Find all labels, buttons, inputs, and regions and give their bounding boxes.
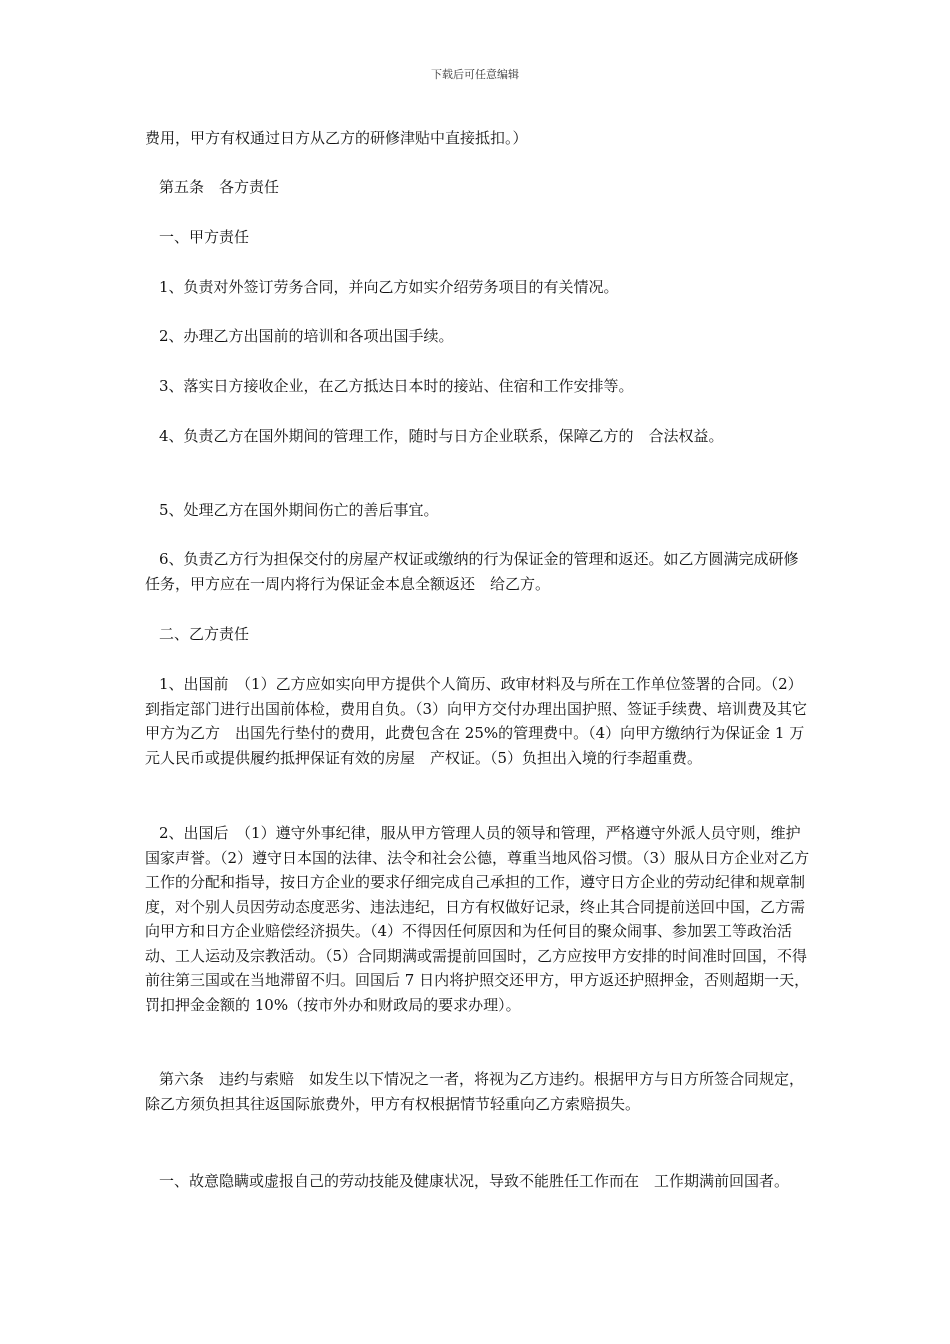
party-b-after-departure: 2、出国后 （1）遵守外事纪律，服从甲方管理人员的领导和管理，严格遵守外派人员守则，维护国家声誉。（2）遵守日本国的法律、法令和社会公德，尊重当地风俗习惯。（3）服从日方企业对乙方工作的分配和指导，按日方企业的要求仔细完成自己承担的工作，遵守日方企业的劳动纪律和规章制度，对个别人员因劳动态度恶劣、违法违纪，日方有权做好记录，终止其合同提前送回中国，乙方需 向甲方和日方企业赔偿经济损失。（4）不得因任何原因和为任何目的聚众闹事、参加罢工等政治活动、工人运动及宗教活动。（5）合同期满或需提前回国时，乙方应按甲方安排的时间准时回国，不得前往第三国或在当地滞留不归。回国后 7 日内将护照交还甲方，甲方返还护照押金，否则超期一天，罚扣押金金额的 10%（按市外办和财政局的要求办理）。 [145,824,821,1014]
breach-item-1: 一、故意隐瞒或虚报自己的劳动技能及健康状况，导致不能胜任工作而在 工作期满前回国者。 [159,1172,790,1190]
page-header: 下载后可任意编辑 [431,68,519,81]
party-a-item-1: 1、负责对外签订劳务合同，并向乙方如实介绍劳务项目的有关情况。 [159,278,619,296]
section-article-6-breach: 第六条 违约与索赔 如发生以下情况之一者，将视为乙方违约。根据甲方与日方所签合同规定， 除乙方须负担其往返国际旅费外，甲方有权根据情节轻重向乙方索赔损失。 [145,1070,812,1113]
subheading-party-a: 一、甲方责任 [159,228,250,246]
paragraph-fee-deduction: 费用，甲方有权通过日方从乙方的研修津贴中直接抵扣。） [145,129,528,147]
section-heading-article-5: 第五条 各方责任 [159,178,280,196]
party-a-item-3: 3、落实日方接收企业，在乙方抵达日本时的接站、住宿和工作安排等。 [159,377,634,395]
party-a-item-5: 5、处理乙方在国外期间伤亡的善后事宜。 [159,501,439,519]
party-a-item-6: 6、负责乙方行为担保交付的房屋产权证或缴纳的行为保证金的管理和返还。如乙方圆满完成研修任务，甲方应在一周内将行为保证金本息全额返还 给乙方。 [145,550,799,593]
party-a-item-4: 4、负责乙方在国外期间的管理工作，随时与日方企业联系，保障乙方的 合法权益。 [159,427,724,445]
party-a-item-2: 2、办理乙方出国前的培训和各项出国手续。 [159,327,454,345]
party-b-before-departure: 1、出国前 （1）乙方应如实向甲方提供个人简历、政审材料及与所在工作单位签署的合同。（2）到指定部门进行出国前体检，费用自负。（3）向甲方交付办理出国护照、签证手续费、培训费及其它甲方为乙方 出国先行垫付的费用，此费包含在 25%的管理费中。（4）向甲方缴纳行为保证金 1 万元人民币或提供履约抵押保证有效的房屋 产权证。（5）负担出入境的行李超重费。 [145,675,808,767]
subheading-party-b: 二、乙方责任 [159,625,250,643]
